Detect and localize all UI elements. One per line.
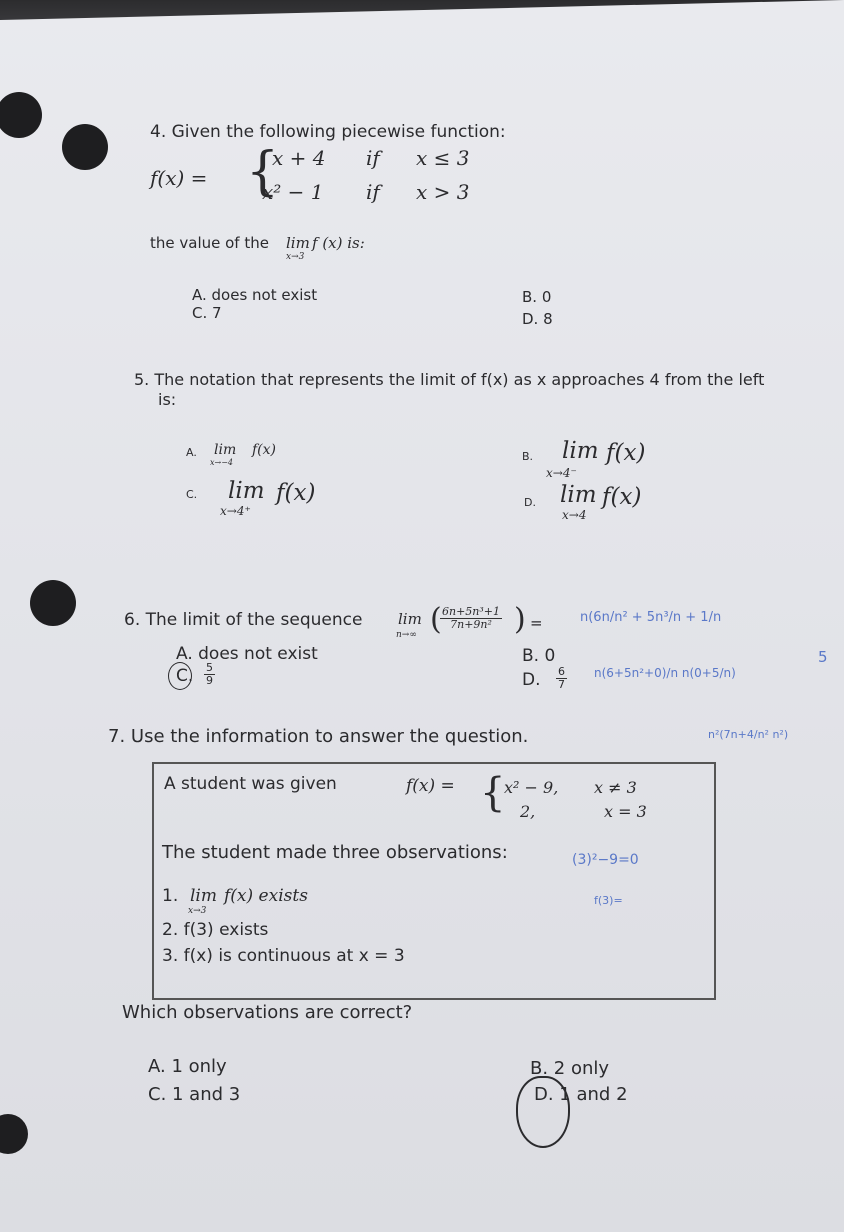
handwritten-note: n(6+5n²+0)/n n(0+5/n)	[594, 666, 736, 680]
q5-a-f: f(x)	[252, 442, 277, 458]
q7-obs1-num: 1.	[162, 886, 179, 906]
q6-choice-c-frac	[204, 662, 215, 687]
q7-observations-intro: The student made three observations:	[162, 842, 508, 863]
q5-d-f: f(x)	[602, 484, 642, 510]
q4-case2-expr: x² − 1	[262, 180, 324, 204]
q7-obs1-sub: x→3	[188, 906, 207, 916]
q7-choice-d: D. 1 and 2	[534, 1084, 628, 1105]
q5-a-label: A.	[186, 446, 197, 459]
q7-choice-c: C. 1 and 3	[148, 1084, 241, 1105]
q6-choice-a: A. does not exist	[176, 644, 318, 664]
answer-circle	[516, 1076, 570, 1148]
q5-prompt-line2: is:	[158, 390, 177, 409]
q4-choice-c: C. 7	[192, 304, 222, 322]
q6-choice-d-label: D.	[522, 670, 541, 690]
q7-obs2: 2. f(3) exists	[162, 920, 269, 940]
q7-choice-a: A. 1 only	[148, 1056, 227, 1077]
q6-choice-c-label: C.	[176, 666, 194, 686]
handwritten-note: 5	[818, 648, 828, 666]
q5-b-sub: x→4⁻	[546, 466, 577, 480]
q5-c-sub: x→4⁺	[220, 504, 251, 518]
q4-case2-if: if	[366, 180, 380, 204]
q4-choice-b: B. 0	[522, 288, 552, 306]
q4-brace: {	[246, 142, 280, 202]
q4-function-name: f(x) =	[150, 166, 208, 190]
q6-lim-sub: n→∞	[396, 630, 417, 640]
q6-d-den: 7	[558, 678, 565, 691]
q5-a-lim: lim	[214, 442, 237, 458]
q7-function-name: f(x) =	[406, 776, 455, 796]
binder-hole	[30, 580, 76, 626]
q7-brace: {	[480, 770, 506, 816]
q4-choice-a: A. does not exist	[192, 286, 318, 304]
handwritten-note: n(6n/n² + 5n³/n + 1/n	[580, 610, 722, 625]
answer-circle	[168, 662, 192, 690]
q6-equals: =	[530, 614, 543, 632]
q5-d-label: D.	[524, 496, 536, 509]
handwritten-note: n²(7n+4/n² n²)	[708, 728, 789, 741]
q6-open-paren: (	[430, 602, 442, 637]
q4-case2-cond: x > 3	[416, 180, 470, 204]
q5-a-sub: x→−4	[210, 458, 234, 467]
q6-d-num: 6	[558, 665, 565, 678]
q6-denominator: 7n+9n²	[450, 618, 492, 631]
q4-lim: lim	[286, 234, 310, 252]
binder-hole	[62, 124, 108, 170]
q7-case1-cond: x ≠ 3	[594, 778, 637, 797]
q4-prompt: 4. Given the following piecewise function:	[150, 122, 506, 142]
q5-c-label: C.	[186, 488, 198, 501]
q4-choice-d: D. 8	[522, 310, 553, 328]
q5-d-sub: x→4	[562, 508, 587, 522]
handwritten-note: f(3)=	[594, 894, 623, 907]
q5-b-f: f(x)	[606, 440, 646, 466]
q7-obs3: 3. f(x) is continuous at x = 3	[162, 946, 405, 966]
q7-choice-b: B. 2 only	[530, 1058, 610, 1079]
q4-case1-cond: x ≤ 3	[416, 146, 470, 170]
q6-choice-b: B. 0	[522, 646, 556, 666]
q5-d-lim: lim	[560, 482, 597, 508]
q7-obs1-rest: f(x) exists	[224, 886, 308, 906]
q7-case1-expr: x² − 9,	[504, 778, 559, 797]
q7-case2-expr: 2,	[520, 802, 536, 821]
q6-c-num: 5	[206, 661, 213, 674]
q4-question-post: f (x) is:	[312, 234, 365, 252]
q5-c-lim: lim	[228, 478, 265, 504]
q7-prompt: 7. Use the information to answer the question.	[108, 726, 529, 747]
q6-c-den: 9	[206, 674, 213, 687]
q5-prompt-line1: 5. The notation that represents the limit of f(x) as x approaches 4 from the left	[134, 370, 765, 389]
q5-c-f: f(x)	[276, 480, 316, 506]
q4-case1-expr: x + 4	[272, 146, 326, 170]
q6-numerator: 6n+5n³+1	[442, 605, 501, 618]
q7-obs1-lim: lim	[190, 886, 217, 906]
q6-lim: lim	[398, 610, 422, 628]
q4-lim-sub: x→3	[286, 252, 305, 262]
q4-case1-if: if	[366, 146, 380, 170]
q7-case2-cond: x = 3	[604, 802, 647, 821]
q7-given: A student was given	[164, 774, 337, 794]
q4-question-pre: the value of the	[150, 234, 269, 252]
q5-b-label: B.	[522, 450, 534, 463]
q6-choice-d-frac	[556, 666, 567, 691]
handwritten-note: (3)²−9=0	[572, 852, 639, 868]
q7-which: Which observations are correct?	[122, 1002, 413, 1023]
q6-fraction	[440, 606, 502, 631]
q6-prompt: 6. The limit of the sequence	[124, 610, 363, 630]
q5-b-lim: lim	[562, 438, 599, 464]
q6-close-paren: )	[514, 602, 526, 637]
